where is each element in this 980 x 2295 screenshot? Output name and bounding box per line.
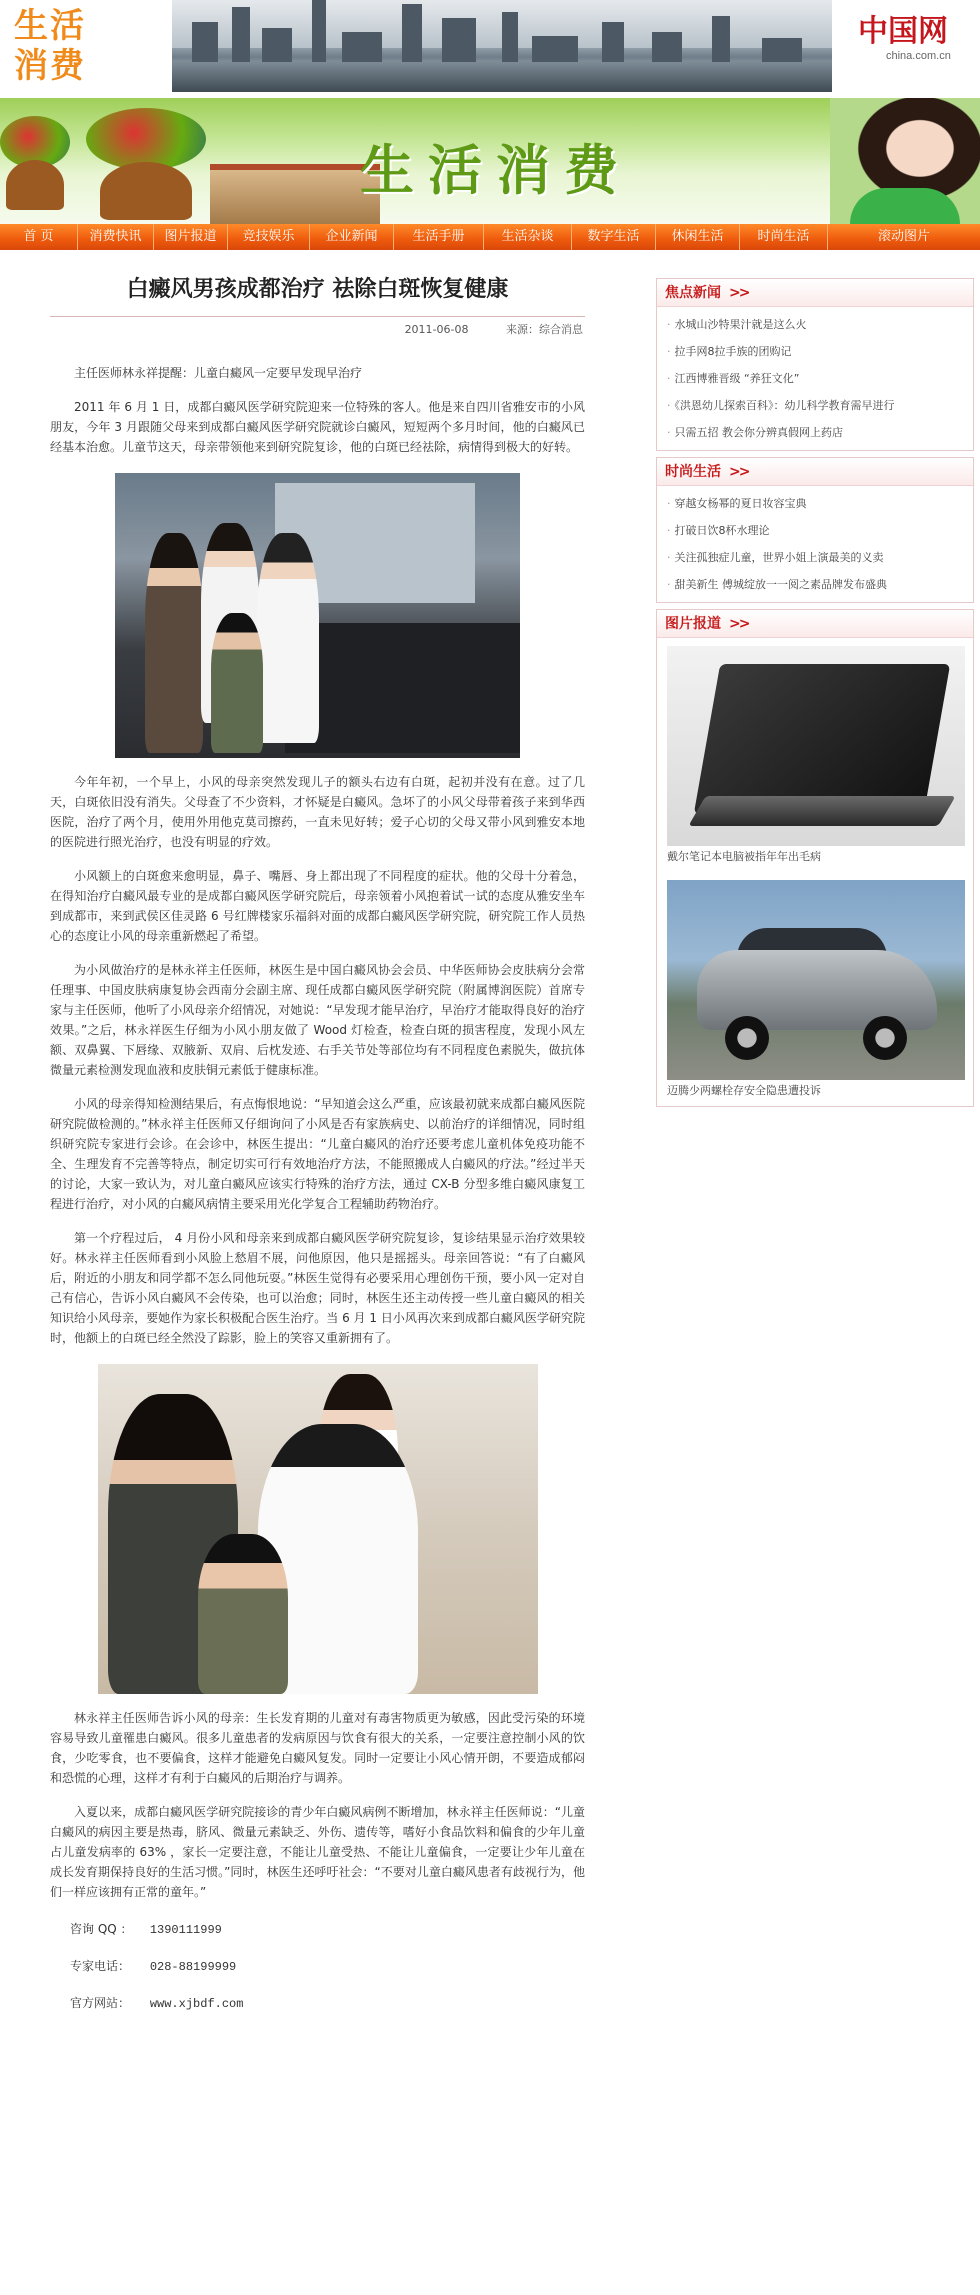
bullet-icon: · [667,426,671,439]
article-photo-consultation [98,1364,538,1694]
contact-website [50,1994,585,2013]
article-title: 白癜风男孩成都治疗 祛除白斑恢复健康 [126,276,509,302]
list-item[interactable]: · 甜美新生 傅城绽放一一阅之素品牌发布盛典 [667,578,887,591]
focus-news-title: 焦点新闻 [665,285,721,301]
contact-phone [50,1957,585,1976]
nav-item-life-talk[interactable]: 生活杂谈 [484,224,572,250]
car-photo[interactable] [667,880,965,1080]
article-paragraph: 小风的母亲得知检测结果后，有点悔恨地说：“早知道会这么严重，应该最初就来成都白癜风医院研究院做检测的。”林永祥主任医师又仔细询问了小风是否有家族病史、以前治疗的详细情况，同时组织研究院专家进行会诊。在会诊中，林医生提出：“儿童白癜风的治疗还要考虑儿童机体免疫功能不全、生理发育不完善等特点，制定切实可行有效地治疗方法，不能照搬成人白癜风的疗法。”经过半天的讨论，大家一致认为，对儿童白癜风应该实行特殊的治疗方法，通过 CX-B 分型多维白癜风康复工程进行治疗，对小风的白癜风病情主要采用光化学复合工程辅助药物治疗。 [50,1097,585,1211]
nav-item-sports-entertainment[interactable]: 竞技娱乐 [228,224,310,250]
bullet-icon: · [667,578,671,591]
nav-item-consumer-news[interactable]: 消费快讯 [78,224,154,250]
article-date: 2011-06-08 [404,323,469,336]
banner-model-image [830,98,980,224]
nav-item-photo-reports[interactable]: 图片报道 [154,224,228,250]
contact-label: 官方网站： [70,1996,131,2010]
article-photo-clinic [115,473,520,758]
china-logo-url: china.com.cn [886,50,951,62]
article-paragraph: 第一个疗程过后， 4 月份小风和母亲来到成都白癜风医学研究院复诊，复诊结果显示治疗效果较好。林永祥主任医师看到小风脸上愁眉不展，问他原因，他只是摇摇头。母亲回答说：“有了白癜风后，附近的小朋友和同学都不怎么同他玩耍。”林医生觉得有必要采用心理创伤干预，要小风一定对自己有信心，告诉小风白癜风不会传染，也可以治愈；同时，林医生还主动传授一些儿童白癜风的相关知识给小风母亲，要她作为家长积极配合医生治疗。当 6 月 1 日小风再次来到成都白癜风医学研究院时，他额上的白斑已经全然没了踪影，脸上的笑容又重新拥有了。 [50,1231,585,1345]
china-logo-text: 中国网 [858,14,948,49]
flower-pot-icon [86,108,206,170]
photo-reports-box [656,609,974,1107]
article-paragraph: 入夏以来，成都白癜风医学研究院接诊的青少年白癜风病例不断增加，林永祥主任医师说：“儿童白癜风的病因主要是热毒，脐风、微量元素缺乏、外伤、遗传等，嗜好小食品饮料和偏食的少年儿童占儿童发病率的 63% ，家长一定要注意，不能让儿童受热、不能让儿童偏食，一定要让少年儿童在成长发育期保持良好的生活习惯。”同时，林医生还呼吁社会：“不要对儿童白癜风患者有歧视行为，他们一样应该拥有正常的童年。” [50,1805,585,1899]
main-nav [0,224,980,250]
list-item[interactable]: · 拉手网8拉手族的团购记 [667,345,792,358]
nav-item-life-handbook[interactable]: 生活手册 [394,224,484,250]
city-skyline-image [172,0,832,92]
article-paragraph: 林永祥主任医师告诉小风的母亲：生长发育期的儿童对有毒害物质更为敏感，因此受污染的环境容易导致儿童罹患白癜风。很多儿童患者的发病原因与饮食有很大的关系，一定要注意控制小风的饮食，少吃零食，也不要偏食，这样才能避免白癜风复发。同时一定要让小风心情开朗，不要造成郁闷和恐慌的心理，这样才有利于白癜风的后期治疗与调养。 [50,1711,585,1785]
section-logo-line2: 消费 [14,46,86,86]
contact-value: 1390111999 [149,1923,222,1937]
contact-value[interactable]: www.xjbdf.com [149,1997,244,2011]
contact-value: 028-88199999 [149,1960,237,1974]
photo-caption[interactable]: 戴尔笔记本电脑被指年年出毛病 [667,850,821,863]
contact-label: 咨询 QQ ： [70,1922,133,1936]
nav-item-fashion-life[interactable]: 时尚生活 [740,224,828,250]
focus-news-heading[interactable] [657,279,973,307]
sidebar [656,278,974,1113]
photo-report-item[interactable] [657,872,973,1106]
china-com-cn-logo[interactable] [858,14,968,78]
focus-news-list [657,307,973,450]
article-meta [50,317,585,341]
list-item[interactable]: · 穿越女杨幂的夏日妆容宝典 [667,497,807,510]
top-strip [0,0,980,98]
bullet-icon: · [667,524,671,537]
laptop-photo[interactable] [667,646,965,846]
list-item[interactable]: · 只需五招 教会你分辨真假网上药店 [667,426,843,439]
houses-illustration [210,164,380,224]
bullet-icon: · [667,497,671,510]
photo-reports-title: 图片报道 [665,616,721,632]
section-banner [0,98,980,224]
section-logo[interactable] [14,6,164,92]
photo-reports-heading[interactable] [657,610,973,638]
focus-news-box [656,278,974,451]
nav-item-leisure-life[interactable]: 休闲生活 [656,224,740,250]
article-paragraph: 为小风做治疗的是林永祥主任医师，林医生是中国白癜风协会会员、中华医师协会皮肤病分会常任理事、中国皮肤病康复协会西南分会副主席、现任成都白癜风医学研究院（附属博润医院）首席专家与主任医师，他听了小风母亲介绍情况，对她说：“早发现才能早治疗，早治疗才能取得良好的治疗效果。”之后，林永祥医生仔细为小风小朋友做了 Wood 灯检查，检查白斑的损害程度，发现小风左额、双鼻翼、下唇缘、双腋新、双肩、后枕发迹、右手关节处等部位均有不同程度色素脱失，做抗体微量元素检测发现血液和皮肤铜元素低于健康标准。 [50,963,585,1077]
nav-item-rolling-photos[interactable]: 滚动图片 [877,229,930,244]
double-chevron-right-icon: >> [729,285,749,301]
bullet-icon: · [667,551,671,564]
bullet-icon: · [667,399,671,412]
list-item[interactable]: · 打破日饮8杯水理论 [667,524,770,537]
nav-item-company-news[interactable]: 企业新闻 [310,224,394,250]
list-item[interactable]: · 水城山沙特果汁就是这么火 [667,318,807,331]
photo-caption[interactable]: 迈腾少两螺栓存安全隐患遭投诉 [667,1084,821,1097]
list-item[interactable]: · 关注孤独症儿童，世界小姐上演最美的义卖 [667,551,884,564]
article-paragraph: 2011 年 6 月 1 日，成都白癜风医学研究院迎来一位特殊的客人。他是来自四川省雅安市的小风朋友，今年 3 月跟随父母来到成都白癜风医学研究院就诊白癜风，短短两个多月时间，他的白癜风已经基本治愈。儿童节这天，母亲带领他来到研究院复诊，他的白斑已经祛除，病情得到极大的好转。 [50,400,585,454]
fashion-life-heading[interactable] [657,458,973,486]
bullet-icon: · [667,345,671,358]
nav-item-home[interactable]: 首 页 [0,224,78,250]
article-paragraph: 今年年初，一个早上，小风的母亲突然发现儿子的额头右边有白斑，起初并没有在意。过了几天，白斑依旧没有消失。父母查了不少资料，才怀疑是白癜风。急坏了的小风父母带着孩子来到华西医院，治疗了两个月，使用外用他克莫司擦药，一直未见好转；爱子心切的父母又带小风到雅安本地的医院进行照光治疗，也没有明显的疗效。 [50,775,585,849]
list-item[interactable]: · 江西博雅晋级 “养狂文化” [667,372,800,385]
contact-label: 专家电话： [70,1959,131,1973]
double-chevron-right-icon: >> [729,464,749,480]
nav-item-digital-life[interactable]: 数字生活 [572,224,656,250]
bullet-icon: · [667,372,671,385]
bullet-icon: · [667,318,671,331]
double-chevron-right-icon: >> [729,616,749,632]
article-paragraph: 小风额上的白斑愈来愈明显，鼻子、嘴唇、身上都出现了不同程度的症状。他的父母十分着急，在得知治疗白癜风最专业的是成都白癜风医学研究院后，母亲领着小风抱着试一试的态度从雅安坐车到成都市，来到武侯区佳灵路 6 号红牌楼家乐福斜对面的成都白癜风医学研究院，研究院工作人员热心的态度让小风的母亲重新燃起了希望。 [50,869,585,943]
photo-report-item[interactable] [657,638,973,872]
article-paragraph: 主任医师林永祥提醒：儿童白癜风一定要早发现早治疗 [74,366,363,380]
banner-title: 生活消费 [360,138,632,202]
contact-qq [50,1920,585,1939]
article-source: 来源：综合消息 [506,323,583,336]
section-logo-line1: 生活 [14,6,86,46]
list-item[interactable]: · 《洪恩幼儿探索百科》：幼儿科学教育需早进行 [667,399,895,412]
article [50,262,585,2013]
fashion-life-list [657,486,973,602]
fashion-life-box [656,457,974,603]
fashion-life-title: 时尚生活 [665,464,721,480]
contact-info [50,1920,585,2013]
